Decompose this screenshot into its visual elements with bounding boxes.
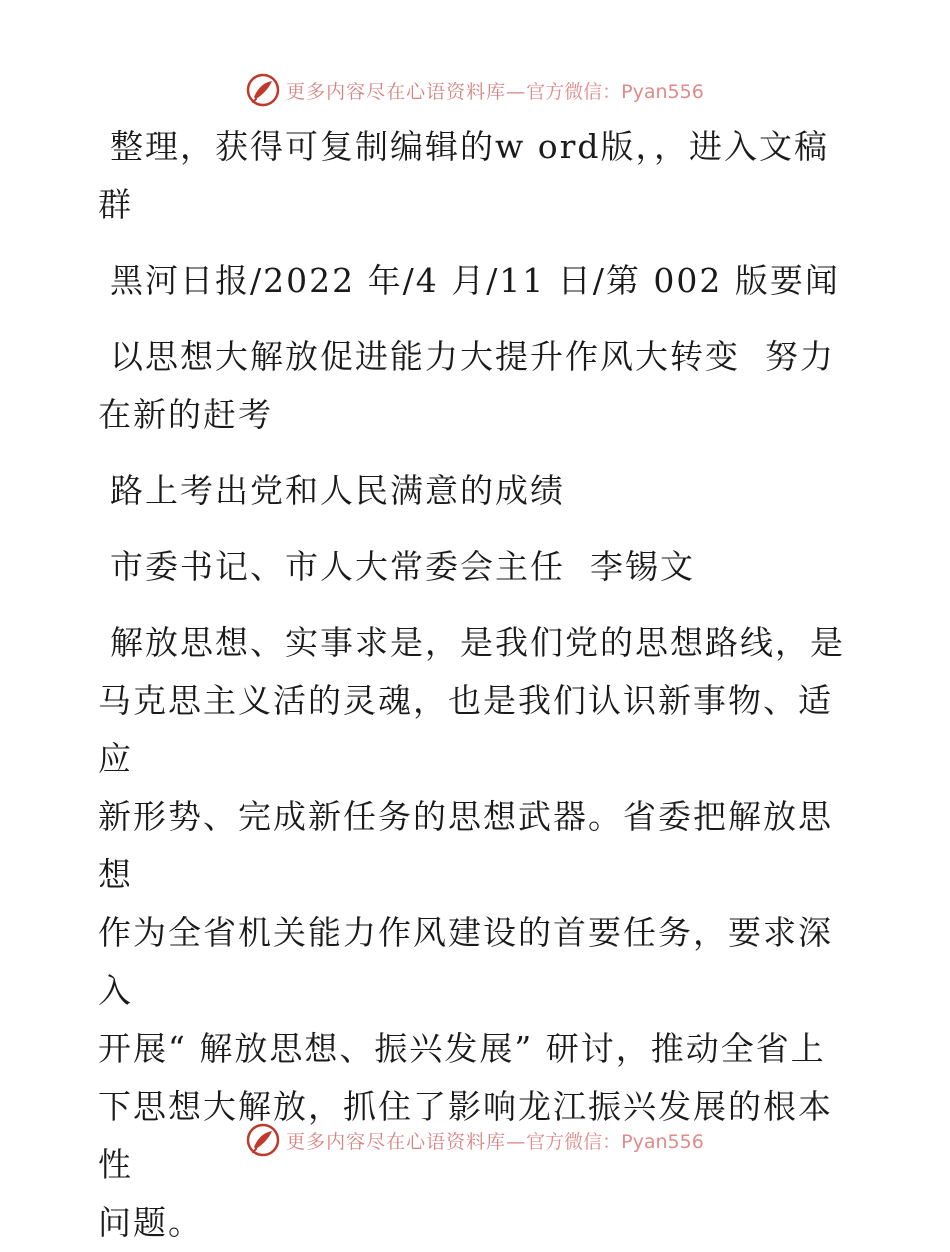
byline: 市委书记、市人大常委会主任 李锡文 xyxy=(110,547,695,586)
pen-logo-icon xyxy=(246,73,280,107)
watermark-contact: 官方微信：Pyan556 xyxy=(526,80,704,103)
body-line-1: 解放思想、实事求是，是我们党的思想路线，是 xyxy=(110,623,845,662)
intro-line-2: 群 xyxy=(98,185,133,224)
pen-logo-icon xyxy=(246,1123,280,1157)
headline-line-3: 路上考出党和人民满意的成绩 xyxy=(110,471,565,510)
body-line-5: 开展“ 解放思想、振兴发展” 研讨，推动全省上 xyxy=(98,1029,826,1068)
footer-watermark xyxy=(0,1120,950,1160)
header-watermark xyxy=(0,70,950,110)
headline-line-1: 以思想大解放促进能力大提升作风大转变 努力 xyxy=(110,337,835,376)
watermark-site: 更多内容尽在心语资料库— xyxy=(286,1130,527,1153)
document-body xyxy=(98,118,858,1252)
watermark-contact: 官方微信：Pyan556 xyxy=(526,1130,704,1153)
watermark-site: 更多内容尽在心语资料库— xyxy=(286,80,527,103)
intro-line-1: 整理，获得可复制编辑的w ord版，，进入文稿 xyxy=(110,127,830,166)
body-line-6: 下思想大解放，抓住了影响龙江振兴发展的根本性 xyxy=(98,1087,833,1184)
body-line-7: 问题。 xyxy=(98,1203,203,1242)
watermark-text xyxy=(286,77,704,104)
watermark-text xyxy=(286,1127,704,1154)
watermark-inner xyxy=(246,73,704,107)
body-line-2: 马克思主义活的灵魂，也是我们认识新事物、适应 xyxy=(98,681,833,778)
headline-line-2: 在新的赶考 xyxy=(98,395,273,434)
watermark-inner xyxy=(246,1123,704,1157)
body-line-3: 新形势、完成新任务的思想武器。省委把解放思想 xyxy=(98,797,833,894)
source-line: 黑河日报/2022 年/4 月/11 日/第 002 版要闻 xyxy=(110,261,840,300)
body-line-4: 作为全省机关能力作风建设的首要任务，要求深入 xyxy=(98,913,833,1010)
